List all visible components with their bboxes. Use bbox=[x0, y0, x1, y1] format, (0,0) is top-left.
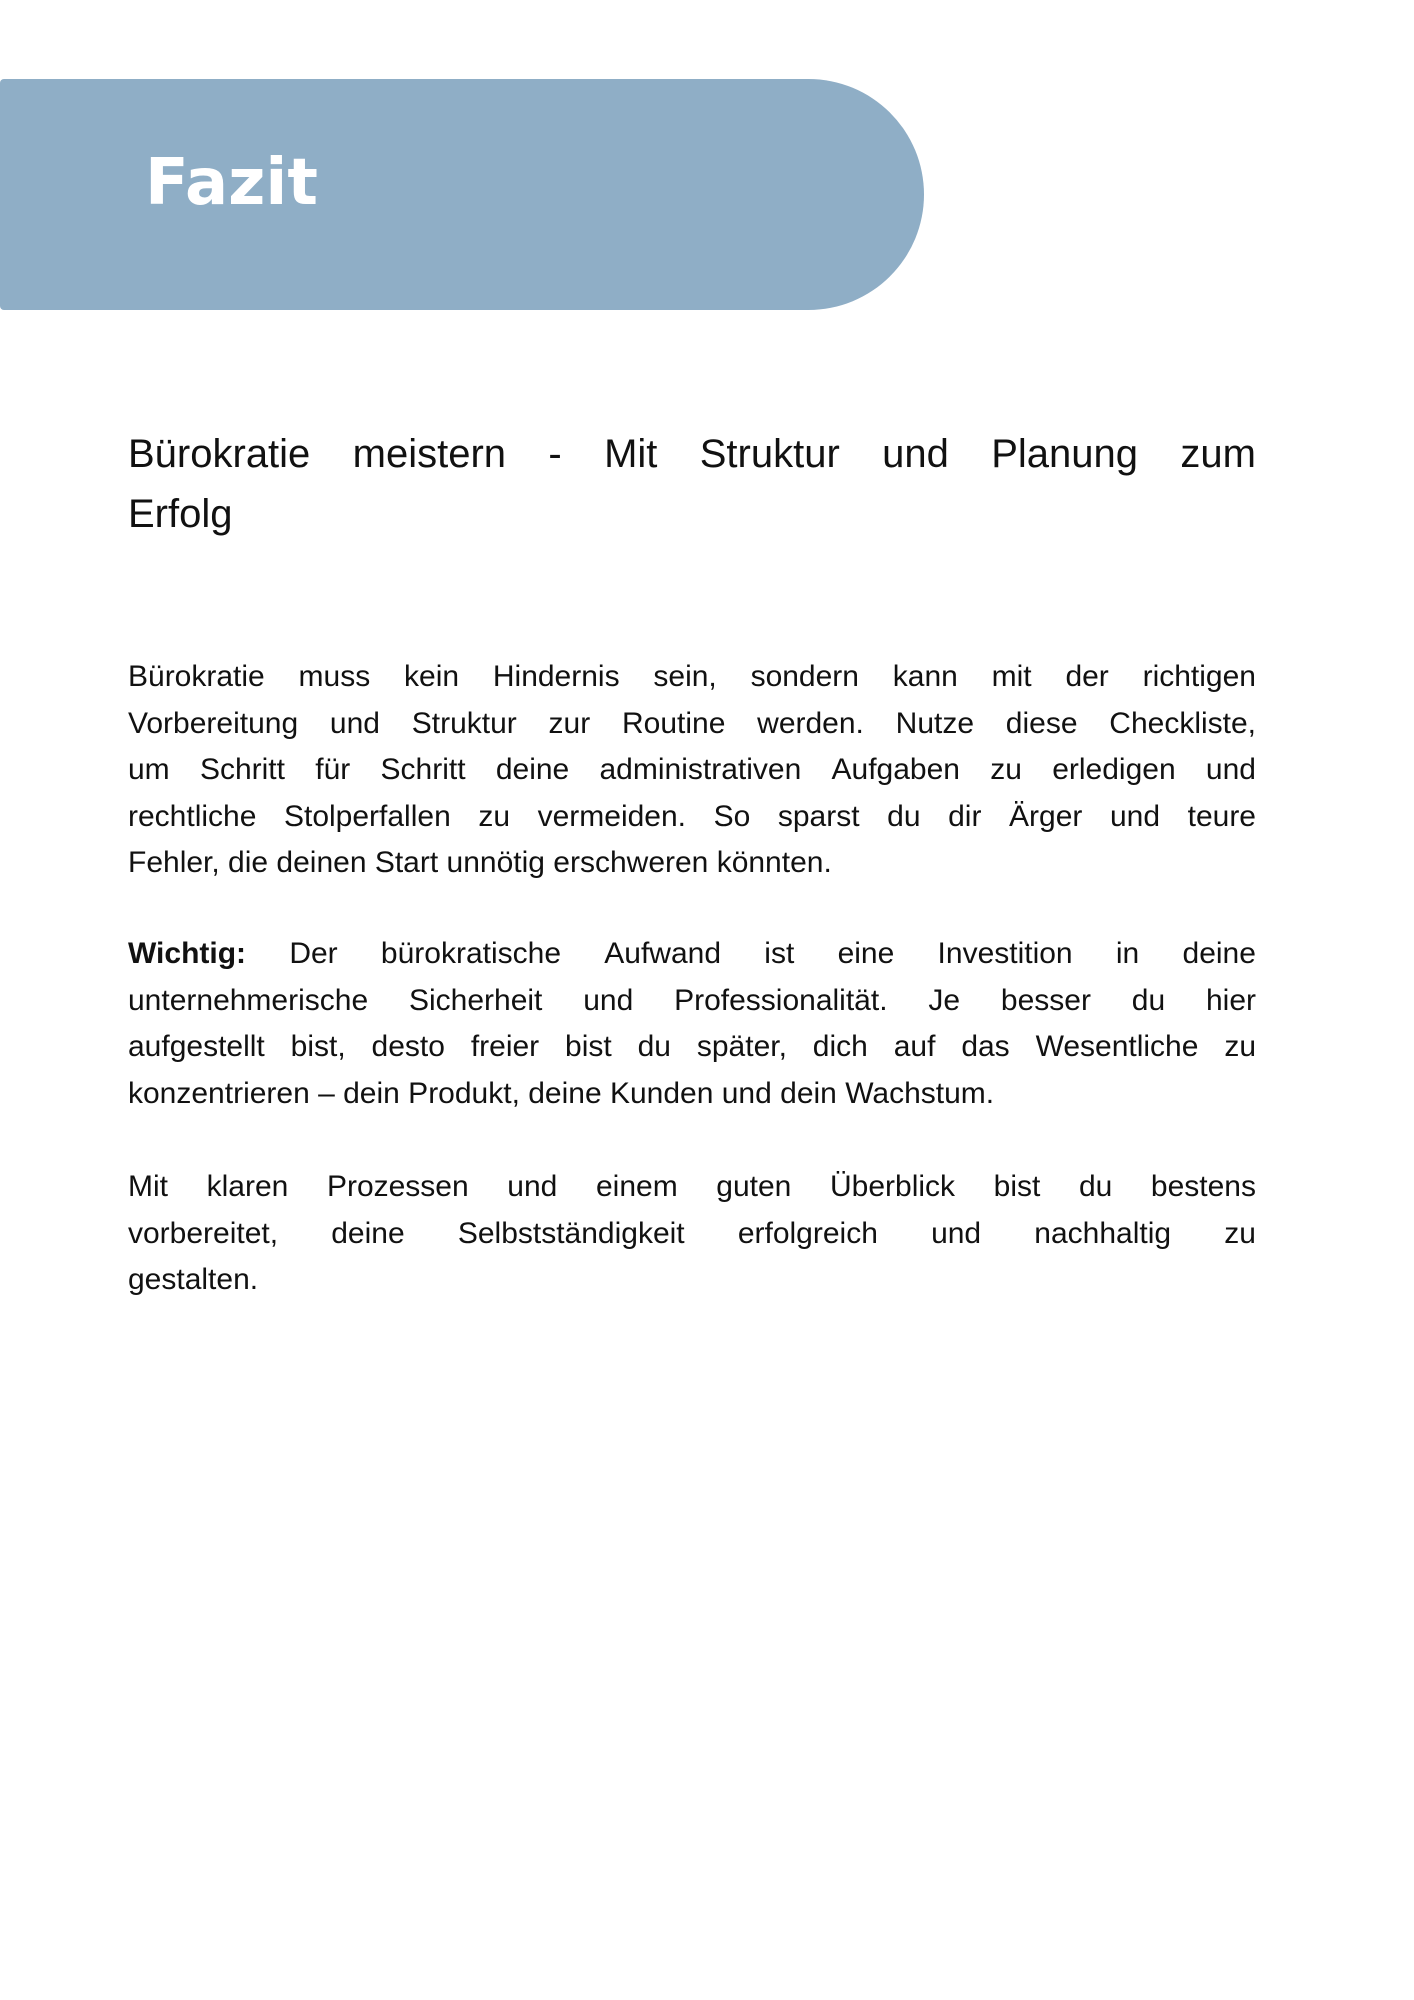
word: unternehmerische bbox=[128, 983, 369, 1017]
paragraph-line bbox=[128, 931, 1256, 978]
word: zum bbox=[1180, 432, 1256, 476]
word: Sicherheit bbox=[408, 983, 543, 1017]
word: deine bbox=[495, 753, 570, 786]
word: nachhaltig bbox=[1034, 1216, 1172, 1250]
word: Vorbereitung bbox=[128, 706, 299, 740]
word: sondern bbox=[750, 660, 859, 693]
word: richtigen bbox=[1142, 660, 1256, 693]
word: erfolgreich bbox=[737, 1216, 878, 1250]
title-banner bbox=[0, 79, 924, 310]
paragraph-line bbox=[128, 654, 1256, 701]
word: Ärger bbox=[1009, 799, 1083, 833]
word: rechtliche bbox=[128, 799, 257, 833]
word: diese bbox=[1005, 706, 1078, 740]
word: und bbox=[931, 1216, 982, 1250]
word: dich bbox=[812, 1030, 868, 1063]
word: Prozessen bbox=[326, 1170, 469, 1203]
word: Wesentliche bbox=[1035, 1030, 1199, 1063]
word: bürokratische bbox=[380, 937, 562, 970]
word: guten bbox=[716, 1170, 792, 1203]
paragraph-line: konzentrieren – dein Produkt, deine Kunden und dein Wachstum. bbox=[128, 1076, 995, 1110]
word: ist bbox=[764, 937, 795, 970]
word: bist, bbox=[290, 1030, 346, 1063]
word: Nutze bbox=[895, 706, 975, 740]
intro-paragraph bbox=[128, 654, 1256, 887]
word: Schritt bbox=[199, 753, 285, 786]
paragraph-line bbox=[128, 794, 1256, 841]
word: und bbox=[329, 706, 380, 740]
word: aufgestellt bbox=[128, 1030, 265, 1063]
word: du bbox=[887, 799, 921, 833]
word: Überblick bbox=[829, 1170, 956, 1203]
word: zu bbox=[1224, 1030, 1256, 1063]
word: auf bbox=[893, 1030, 936, 1063]
word: klaren bbox=[206, 1170, 289, 1203]
word: besser bbox=[1000, 983, 1091, 1017]
word: Je bbox=[928, 983, 961, 1017]
word: später, bbox=[696, 1030, 787, 1063]
paragraph-line bbox=[128, 978, 1256, 1025]
word: So bbox=[713, 799, 751, 833]
subtitle-line: Erfolg bbox=[128, 492, 233, 536]
word: Professionalität. bbox=[674, 983, 888, 1017]
word: freier bbox=[470, 1030, 540, 1063]
paragraph-line bbox=[128, 701, 1256, 748]
word: Checkliste, bbox=[1109, 706, 1256, 740]
word: um bbox=[128, 753, 170, 786]
important-label: Wichtig: bbox=[128, 937, 247, 970]
closing-paragraph bbox=[128, 1164, 1256, 1304]
word: Der bbox=[289, 937, 338, 970]
word: sein, bbox=[653, 660, 717, 693]
word: Aufwand bbox=[604, 937, 722, 970]
paragraph-line bbox=[128, 747, 1256, 794]
word: für bbox=[315, 753, 351, 786]
word: desto bbox=[371, 1030, 445, 1063]
page-title: Fazit bbox=[145, 146, 318, 220]
word: bestens bbox=[1150, 1170, 1256, 1203]
word: dir bbox=[948, 799, 982, 833]
word: Mit bbox=[128, 1170, 168, 1203]
word: administrativen bbox=[599, 753, 802, 786]
word: zu bbox=[990, 753, 1022, 786]
word: Mit bbox=[604, 432, 658, 476]
word: Struktur bbox=[699, 432, 840, 476]
word: Routine bbox=[621, 706, 726, 740]
word: du bbox=[637, 1030, 671, 1063]
important-paragraph bbox=[128, 931, 1256, 1117]
word: du bbox=[1078, 1170, 1113, 1203]
word: und bbox=[1109, 799, 1161, 833]
word: du bbox=[1131, 983, 1166, 1017]
word: vorbereitet, bbox=[128, 1216, 279, 1250]
word: sparst bbox=[777, 799, 860, 833]
word: Bürokratie bbox=[128, 432, 311, 476]
word: meistern bbox=[352, 432, 507, 476]
word: - bbox=[548, 432, 562, 476]
word: Selbstständigkeit bbox=[457, 1216, 685, 1250]
word: hier bbox=[1205, 983, 1256, 1017]
paragraph-line bbox=[128, 1211, 1256, 1258]
paragraph-line: gestalten. bbox=[128, 1263, 259, 1296]
paragraph-line bbox=[128, 1024, 1256, 1071]
word: zu bbox=[478, 799, 511, 833]
word: kann bbox=[892, 660, 958, 693]
word: eine bbox=[837, 937, 895, 970]
word: zu bbox=[1224, 1216, 1256, 1250]
word: und bbox=[583, 983, 634, 1017]
word: Struktur bbox=[411, 706, 517, 740]
word: Bürokratie bbox=[128, 660, 265, 693]
word: in bbox=[1115, 937, 1140, 970]
word: das bbox=[961, 1030, 1010, 1063]
word: und bbox=[882, 432, 949, 476]
paragraph-line: Fehler, die deinen Start unnötig erschweren könnten. bbox=[128, 846, 832, 879]
word: deine bbox=[331, 1216, 405, 1250]
word: vermeiden. bbox=[537, 799, 687, 833]
word: einem bbox=[595, 1170, 678, 1203]
subtitle bbox=[128, 424, 1256, 544]
word: bist bbox=[565, 1030, 612, 1063]
word: und bbox=[1205, 753, 1256, 786]
word: werden. bbox=[757, 706, 864, 740]
word: Investition bbox=[937, 937, 1073, 970]
word: zur bbox=[548, 706, 591, 740]
paragraph-line bbox=[128, 1164, 1256, 1211]
word: Hindernis bbox=[492, 660, 620, 693]
word: deine bbox=[1182, 937, 1256, 970]
word: Stolperfallen bbox=[283, 799, 451, 833]
word: Aufgaben bbox=[831, 753, 960, 786]
word: und bbox=[507, 1170, 558, 1203]
word: mit bbox=[991, 660, 1032, 693]
word: Schritt bbox=[380, 753, 466, 786]
word: teure bbox=[1187, 799, 1256, 833]
subtitle-line bbox=[128, 424, 1256, 484]
word: kein bbox=[404, 660, 460, 693]
word: Planung bbox=[991, 432, 1139, 476]
word: erledigen bbox=[1052, 753, 1176, 786]
word: bist bbox=[993, 1170, 1041, 1203]
word: der bbox=[1065, 660, 1109, 693]
word: muss bbox=[298, 660, 371, 693]
